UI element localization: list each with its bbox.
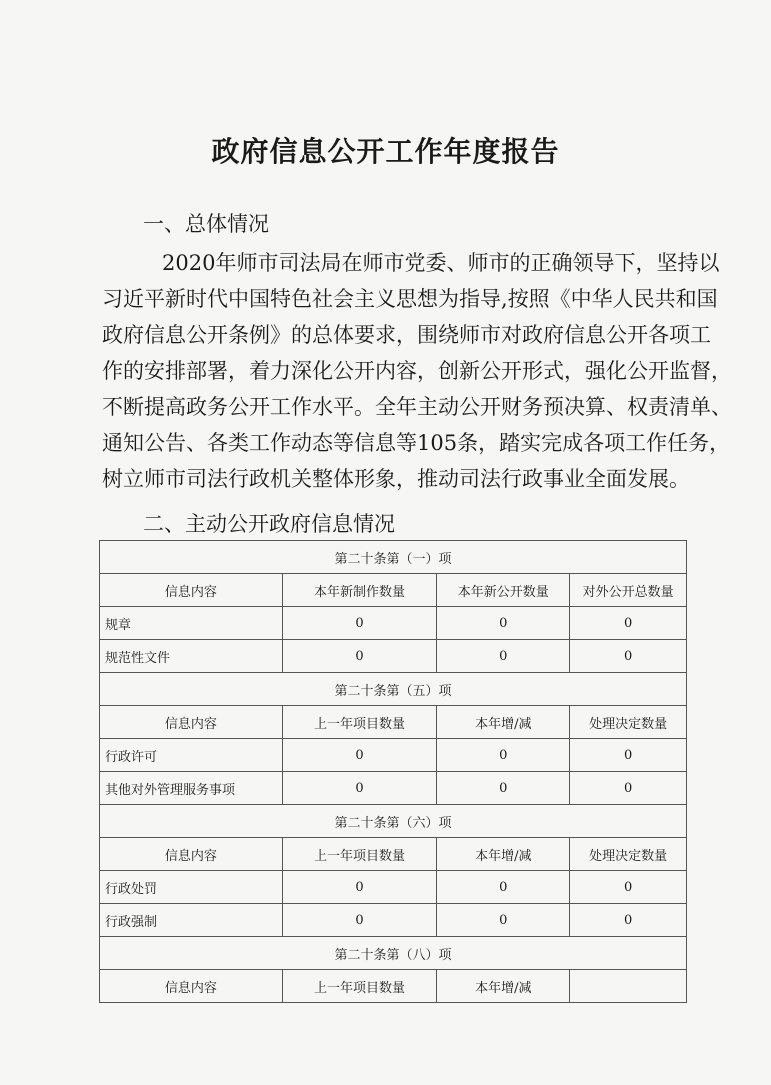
column-header: 本年增/减 <box>437 706 570 739</box>
cell-value: 0 <box>570 904 687 937</box>
section-title: 第二十条第（八）项 <box>100 937 687 970</box>
cell-value: 0 <box>282 871 437 904</box>
column-header: 上一年项目数量 <box>282 970 437 1003</box>
row-label: 其他对外管理服务事项 <box>100 772 283 805</box>
table-row <box>100 640 687 673</box>
paragraph-line: 不断提高政务公开工作水平。全年主动公开财务预决算、权责清单、 <box>102 395 732 419</box>
column-header: 本年增/减 <box>437 970 570 1003</box>
table-header-row <box>100 838 687 871</box>
cell-value: 0 <box>437 739 570 772</box>
table-row <box>100 904 687 937</box>
cell-value: 0 <box>570 772 687 805</box>
column-header: 对外公开总数量 <box>570 574 687 607</box>
table-header-row <box>100 574 687 607</box>
table-section-row <box>100 541 687 574</box>
cell-value: 0 <box>282 772 437 805</box>
column-header: 信息内容 <box>100 838 283 871</box>
row-label: 行政许可 <box>100 739 283 772</box>
cell-value: 0 <box>437 871 570 904</box>
row-label: 行政强制 <box>100 904 283 937</box>
table-header-row <box>100 706 687 739</box>
section-title: 第二十条第（五）项 <box>100 673 687 706</box>
section-heading-overview: 一、总体情况 <box>143 212 269 236</box>
column-header: 上一年项目数量 <box>282 838 437 871</box>
column-header: 处理决定数量 <box>570 838 687 871</box>
table-row <box>100 871 687 904</box>
column-header <box>570 970 687 1003</box>
cell-value: 0 <box>282 607 437 640</box>
column-header: 上一年项目数量 <box>282 706 437 739</box>
table-section-row <box>100 805 687 838</box>
section-title: 第二十条第（六）项 <box>100 805 687 838</box>
table-header-row <box>100 970 687 1003</box>
cell-value: 0 <box>437 640 570 673</box>
paragraph-line: 作的安排部署，着力深化公开内容，创新公开形式，强化公开监督， <box>102 359 732 383</box>
overview-paragraph <box>102 245 732 497</box>
cell-value: 0 <box>437 607 570 640</box>
cell-value: 0 <box>570 607 687 640</box>
column-header: 本年新公开数量 <box>437 574 570 607</box>
table-row <box>100 772 687 805</box>
column-header: 信息内容 <box>100 970 283 1003</box>
column-header: 信息内容 <box>100 574 283 607</box>
table-section-row <box>100 937 687 970</box>
column-header: 本年增/减 <box>437 838 570 871</box>
cell-value: 0 <box>282 904 437 937</box>
paragraph-line: 2020年师市司法局在师市党委、师市的正确领导下，坚持以 <box>162 251 720 275</box>
row-label: 规章 <box>100 607 283 640</box>
column-header: 本年新制作数量 <box>282 574 437 607</box>
paragraph-line: 习近平新时代中国特色社会主义思想为指导,按照《中华人民共和国 <box>102 287 718 311</box>
cell-value: 0 <box>570 871 687 904</box>
section-heading-disclosure: 二、主动公开政府信息情况 <box>143 512 395 536</box>
cell-value: 0 <box>570 640 687 673</box>
cell-value: 0 <box>437 904 570 937</box>
cell-value: 0 <box>437 772 570 805</box>
cell-value: 0 <box>570 739 687 772</box>
cell-value: 0 <box>282 640 437 673</box>
row-label: 行政处罚 <box>100 871 283 904</box>
row-label: 规范性文件 <box>100 640 283 673</box>
disclosure-table <box>99 540 687 1003</box>
paragraph-line: 树立师市司法行政机关整体形象，推动司法行政事业全面发展。 <box>102 467 690 491</box>
table-row <box>100 607 687 640</box>
column-header: 处理决定数量 <box>570 706 687 739</box>
page-title: 政府信息公开工作年度报告 <box>211 135 560 168</box>
paragraph-line: 通知公告、各类工作动态等信息等105条，踏实完成各项工作任务， <box>102 431 731 455</box>
section-title: 第二十条第（一）项 <box>100 541 687 574</box>
table-section-row <box>100 673 687 706</box>
table-row <box>100 739 687 772</box>
paragraph-line: 政府信息公开条例》的总体要求，围绕师市对政府信息公开各项工 <box>102 323 711 347</box>
cell-value: 0 <box>282 739 437 772</box>
column-header: 信息内容 <box>100 706 283 739</box>
